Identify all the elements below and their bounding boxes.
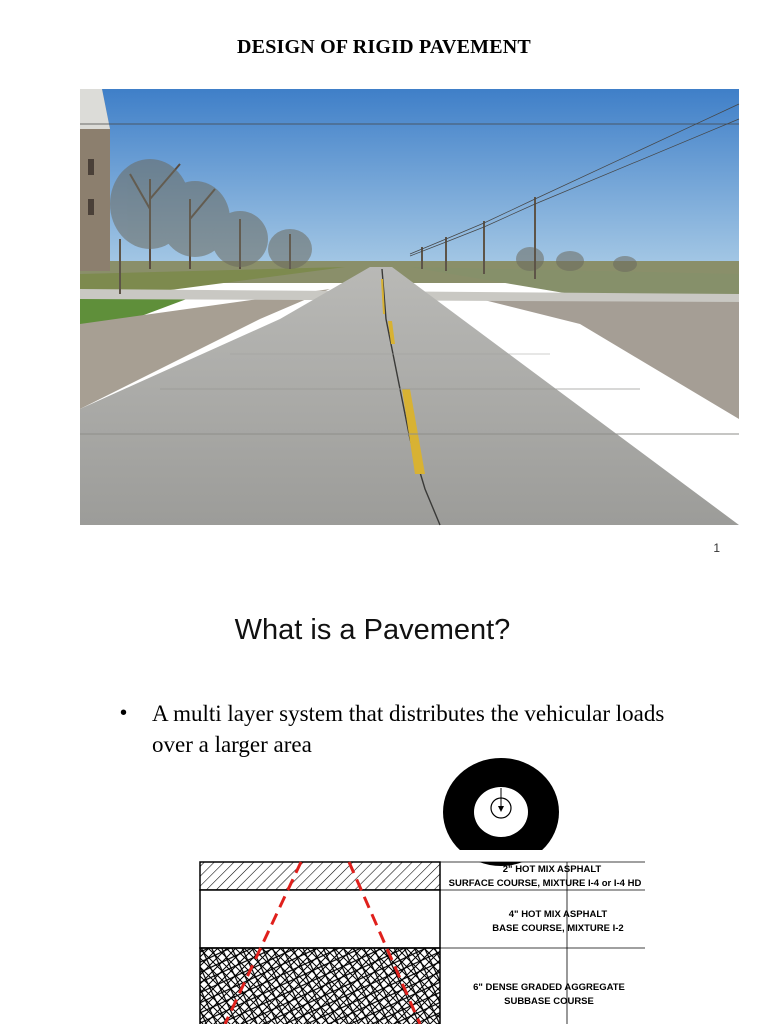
pavement-layers-diagram (195, 777, 645, 1024)
load-label: LOAD, W (487, 777, 513, 783)
slide-2 (0, 580, 768, 1024)
layer-1-line1: 2" HOT MIX ASPHALT (502, 864, 602, 875)
layer-2-line2: BASE COURSE, MIXTURE I-2 (492, 923, 624, 934)
bullet-text: A multi layer system that distributes the vehicular loads over a larger area (152, 701, 665, 757)
layer-2-line1: 4" HOT MIX ASPHALT (508, 909, 608, 920)
page-number: 1 (713, 541, 720, 555)
layer-3-line2: SUBBASE COURSE (504, 996, 594, 1007)
tire-icon (443, 758, 559, 866)
slide-title: DESIGN OF RIGID PAVEMENT (237, 36, 531, 58)
bullet-icon: • (120, 702, 128, 724)
layer-3-line1: 6" DENSE GRADED AGGREGATE (473, 982, 625, 993)
layer-1-line2: SURFACE COURSE, MIXTURE I-4 or I-4 HD (448, 878, 642, 889)
slide-title: What is a Pavement? (234, 614, 511, 646)
road-photo (80, 89, 739, 525)
